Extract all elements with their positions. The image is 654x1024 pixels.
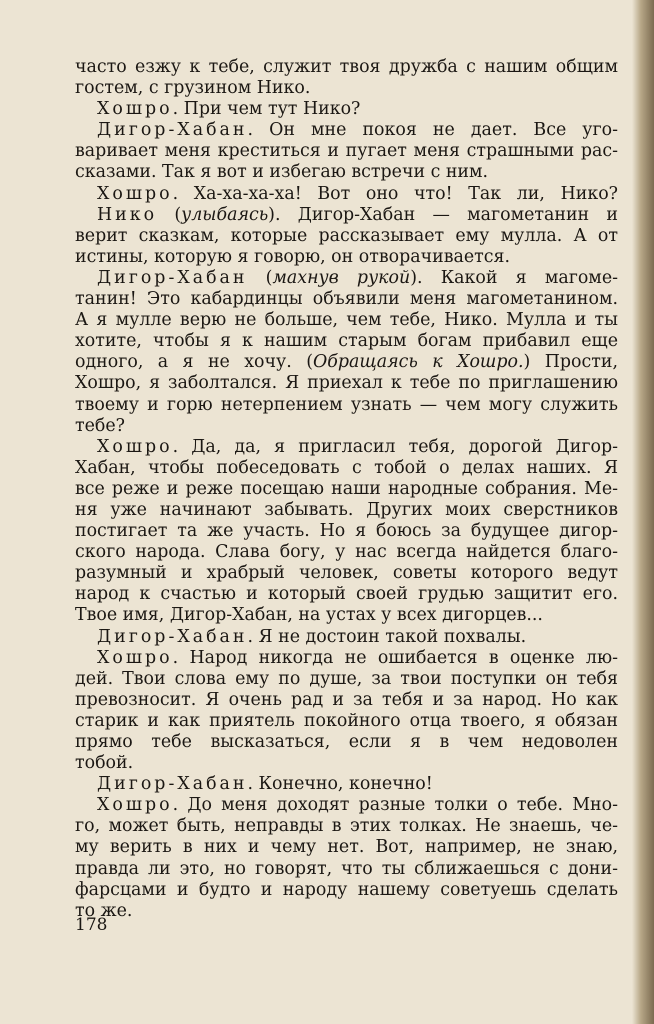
line-text: му верить в них и чему нет. Вот, например, не знаю, bbox=[75, 837, 618, 858]
text-line bbox=[75, 901, 618, 922]
line-text: ). Какой я магоме- bbox=[410, 267, 618, 288]
line-text: прямо тебе высказаться, если я в чем недоволен bbox=[75, 732, 618, 752]
line-text: А я мулле верю не больше, чем тебе, Нико. Мулла и ты bbox=[75, 310, 618, 331]
line-text: . Да, да, я пригласил тебя, дорогой Дигор- bbox=[172, 436, 618, 457]
line-text: Хошро, я заболтался. Я приехал к тебе по приглашению bbox=[75, 373, 618, 394]
text-line bbox=[75, 437, 618, 458]
line-text: ) Прости, bbox=[523, 352, 618, 373]
stage-direction: Обращаясь к Хошро. bbox=[312, 352, 524, 373]
line-text: Твое имя, Дигор-Хабан, на устах у всех дигорцев... bbox=[75, 605, 543, 626]
line-text: . Он мне покоя не дает. Все уго- bbox=[247, 120, 618, 141]
speaker-name: Дигор-Хабан bbox=[97, 120, 248, 141]
text-line bbox=[75, 352, 618, 373]
stage-direction: махнув рукой bbox=[272, 267, 411, 288]
speaker-name: Хошро bbox=[97, 647, 173, 668]
line-text: разумный и храбрый человек, советы которого ведут bbox=[75, 563, 618, 584]
line-text: истины, которую я говорю, он отворачивается. bbox=[75, 246, 511, 267]
line-text: . До меня доходят разные толки о тебе. Мно- bbox=[172, 795, 618, 816]
line-text: хотите, чтобы я к нашим старым богам прибавил еще bbox=[75, 331, 618, 352]
text-line bbox=[75, 310, 618, 331]
text-line bbox=[75, 859, 618, 880]
text-line bbox=[75, 500, 618, 521]
text-line bbox=[75, 141, 618, 162]
speaker-name: Хошро bbox=[97, 183, 173, 204]
text-line bbox=[75, 563, 618, 584]
page-edge-shadow bbox=[632, 0, 654, 1024]
text-line bbox=[75, 521, 618, 542]
text-line bbox=[75, 816, 618, 837]
line-text: ня уже начинают забывать. Других моих сверстников bbox=[75, 499, 618, 520]
text-line bbox=[75, 669, 618, 690]
text-line bbox=[75, 162, 618, 183]
text-line bbox=[75, 99, 618, 120]
line-text: постигает та же участь. Но я боюсь за будущее дигор- bbox=[75, 521, 618, 542]
line-text: превозносит. Я очень рад и за тебя и за народ. Но как bbox=[75, 689, 618, 710]
text-line bbox=[75, 57, 618, 78]
stage-direction: улыбаясь bbox=[181, 204, 269, 225]
line-text: . При чем тут Нико? bbox=[172, 99, 361, 120]
text-line bbox=[75, 247, 618, 268]
speaker-name: Дигор-Хабан bbox=[97, 774, 248, 795]
speaker-name: Нико bbox=[97, 204, 158, 225]
speaker-name: Хошро bbox=[97, 99, 173, 120]
line-text: дей. Твои слова ему по душе, за твои поступки он тебя bbox=[75, 668, 618, 689]
line-text: . Ха-ха-ха-ха! Вот оно что! Так ли, Нико? bbox=[172, 183, 618, 204]
text-line bbox=[75, 690, 618, 711]
text-line bbox=[75, 416, 618, 437]
line-text: гостем, с грузином Нико. bbox=[75, 78, 311, 99]
line-text: танин! Это кабардинцы объявили меня магометанином. bbox=[75, 289, 618, 310]
text-line bbox=[75, 753, 618, 774]
line-text: ского народа. Слава богу, у нас всегда найдется благо- bbox=[75, 542, 618, 563]
page-number: 178 bbox=[75, 915, 108, 935]
line-text: ( bbox=[157, 204, 182, 225]
line-text: сказами. Так я вот и избегаю встречи с ним. bbox=[75, 162, 489, 183]
text-line bbox=[75, 458, 618, 479]
line-text: варивает меня креститься и пугает меня страшными рас- bbox=[75, 141, 618, 162]
text-line bbox=[75, 226, 618, 247]
text-line bbox=[75, 542, 618, 563]
line-text: твоему и горю нетерпением узнать — чем могу служить bbox=[75, 394, 618, 415]
line-text: тобой. bbox=[75, 753, 134, 774]
line-text: старик и как приятель покойного отца твоего, я обязан bbox=[75, 710, 618, 731]
line-text: верит сказкам, которые рассказывает ему мулла. А от bbox=[75, 225, 618, 246]
line-text: . Я не достоин такой похвалы. bbox=[247, 626, 527, 647]
text-line bbox=[75, 795, 618, 816]
text-line bbox=[75, 184, 618, 205]
text-line bbox=[75, 774, 618, 795]
text-line bbox=[75, 880, 618, 901]
line-text: . Конечно, конечно! bbox=[247, 774, 433, 795]
line-text: ( bbox=[247, 267, 273, 288]
line-text: правда ли это, но говорят, что ты сближаешься с дони- bbox=[75, 858, 618, 879]
text-line bbox=[75, 605, 618, 626]
speaker-name: Дигор-Хабан bbox=[97, 267, 248, 288]
text-line bbox=[75, 331, 618, 352]
text-line bbox=[75, 648, 618, 669]
text-line bbox=[75, 395, 618, 416]
page-text bbox=[75, 57, 618, 922]
text-line bbox=[75, 627, 618, 648]
text-line bbox=[75, 373, 618, 394]
text-line bbox=[75, 289, 618, 310]
text-line bbox=[75, 584, 618, 605]
line-text: Хабан, чтобы побеседовать с тобой о делах наших. Я bbox=[75, 457, 618, 478]
text-line bbox=[75, 205, 618, 226]
speaker-name: Дигор-Хабан bbox=[97, 626, 248, 647]
line-text: . Народ никогда не ошибается в оценке лю- bbox=[172, 647, 618, 668]
text-line bbox=[75, 732, 618, 753]
line-text: народ к счастью и который своей грудью защитит его. bbox=[75, 584, 618, 605]
line-text: то же. bbox=[75, 900, 133, 921]
text-line bbox=[75, 268, 618, 289]
line-text: го, может быть, неправды в этих толках. Не знаешь, че- bbox=[75, 816, 618, 837]
text-line bbox=[75, 711, 618, 732]
line-text: ). Дигор-Хабан — магометанин и bbox=[268, 204, 618, 225]
line-text: фарсцами и будто и народу нашему советуешь сделать bbox=[75, 879, 618, 900]
speaker-name: Хошро bbox=[97, 795, 173, 816]
line-text: часто езжу к тебе, служит твоя дружба с нашим общим bbox=[75, 57, 618, 77]
line-text: одного, а я не хочу. ( bbox=[75, 352, 313, 373]
speaker-name: Хошро bbox=[97, 436, 173, 457]
text-line bbox=[75, 78, 618, 99]
line-text: тебе? bbox=[75, 415, 125, 436]
text-line bbox=[75, 837, 618, 858]
text-line bbox=[75, 479, 618, 500]
text-line bbox=[75, 120, 618, 141]
line-text: все реже и реже посещаю наши народные собрания. Ме- bbox=[75, 478, 618, 499]
